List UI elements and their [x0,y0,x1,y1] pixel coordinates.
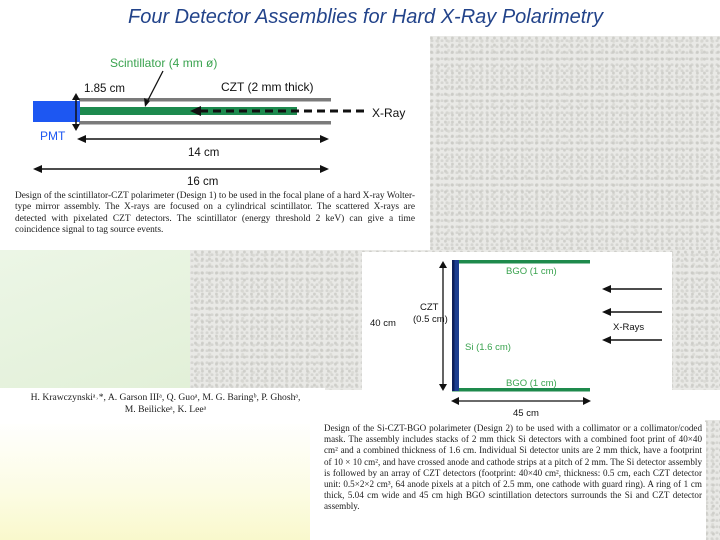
scintillator-label: Scintillator (4 mm ø) [110,56,218,70]
width-arrow-left-icon [451,397,459,405]
design2-caption-panel [318,422,706,540]
background-texture-right [430,36,720,256]
width-arrow-right-icon [583,397,591,405]
czt-layer [452,260,455,391]
background-texture-bottom-right [705,420,720,540]
authors-panel [0,388,325,424]
xray-arrowhead-1-icon [602,285,611,293]
background-wash-left [0,250,190,390]
len14-arrow-right-icon [320,135,329,143]
height-arrow-top-icon [439,261,447,268]
scintillator-rod [79,107,297,115]
design2-diagram-panel [362,252,672,422]
xray-arrowhead-3-icon [602,336,611,344]
czt-label: CZT [420,302,439,313]
height-label: 40 cm [370,318,396,329]
bgo-top-label: BGO (1 cm) [506,266,557,277]
bgo-bar-top [452,260,590,264]
czt-plate-bottom [79,121,331,125]
len16-arrow-right-icon [320,165,329,173]
bgo-bottom-label: BGO (1 cm) [506,378,557,389]
czt-label: CZT (2 mm thick) [221,80,314,94]
xrays-label: X-Rays [613,322,645,333]
xray-arrowhead-2-icon [602,308,611,316]
height-arrow-bottom-icon [439,384,447,391]
pmt-label: PMT [40,129,66,143]
len16-arrow-left-icon [33,165,42,173]
si-label: Si (1.6 cm) [465,342,511,353]
authors-line-1: H. Krawczynskiᵃ˒*, A. Garson IIIᵃ, Q. Guoᵃ, M. G. Baringᵇ, P. Ghoshᵃ, [30,392,301,403]
slide-title: Four Detector Assemblies for Hard X-Ray Polarimetry [128,6,603,28]
height-arrow-top-icon [72,93,80,100]
height-arrow-bottom-icon [72,124,80,131]
len14-label: 14 cm [188,147,220,159]
design1-caption: Design of the scintillator-CZT polarimeter (Design 1) to be used in the focal plane of a hard X-ray Wolter-type mirror assembly. The X-rays are focused on a cylindrical scintillator. The scattered X-rays are detected with pixelated CZT detectors. The scintillator (energy threshold 2 keV) can give a time coincidence signal to tag source events. [15,191,415,236]
design2-diagram [362,252,672,422]
xray-label: X-Ray [372,106,406,120]
czt-plate-top [79,98,331,102]
background-wash-bottom [0,420,310,540]
len16-label: 16 cm [187,176,219,188]
design1-diagram [0,36,430,191]
pmt-block [33,101,80,122]
design1-panel [0,36,430,246]
width-label: 45 cm [513,408,539,419]
authors-line-2: M. Beilickeᵃ, K. Leeᵃ [124,404,207,415]
height-label: 1.85 cm [84,83,125,95]
design2-caption: Design of the Si-CZT-BGO polarimeter (Design 2) to be used with a collimator or a collimator/coded mask. The assembly includes stacks of 2 mm thick Si detectors with a combined foot print of 40×40 cm² and a combined thickness of 1.6 cm. Individual Si detector units are 2 mm thick, have a footprint of 10 × 10 cm², and have crossed anode and cathode strips at a pitch of 2 mm. The Si detector assembly is followed by an array of CZT detectors (footprint: 40×40 cm², thickness: 0.5 cm, each CZT detector unit: 0.5×2×2 cm³, 64 anode pixels at a pitch of 2.5 mm, one cathode with guard ring). A ring of 1 cm thick, 5.04 cm wide and 45 cm high BGO scintillation detectors surrounds the Si and CZT detector assembly. [324,423,702,512]
czt-thickness-label: (0.5 cm) [413,314,448,325]
len14-arrow-left-icon [77,135,86,143]
